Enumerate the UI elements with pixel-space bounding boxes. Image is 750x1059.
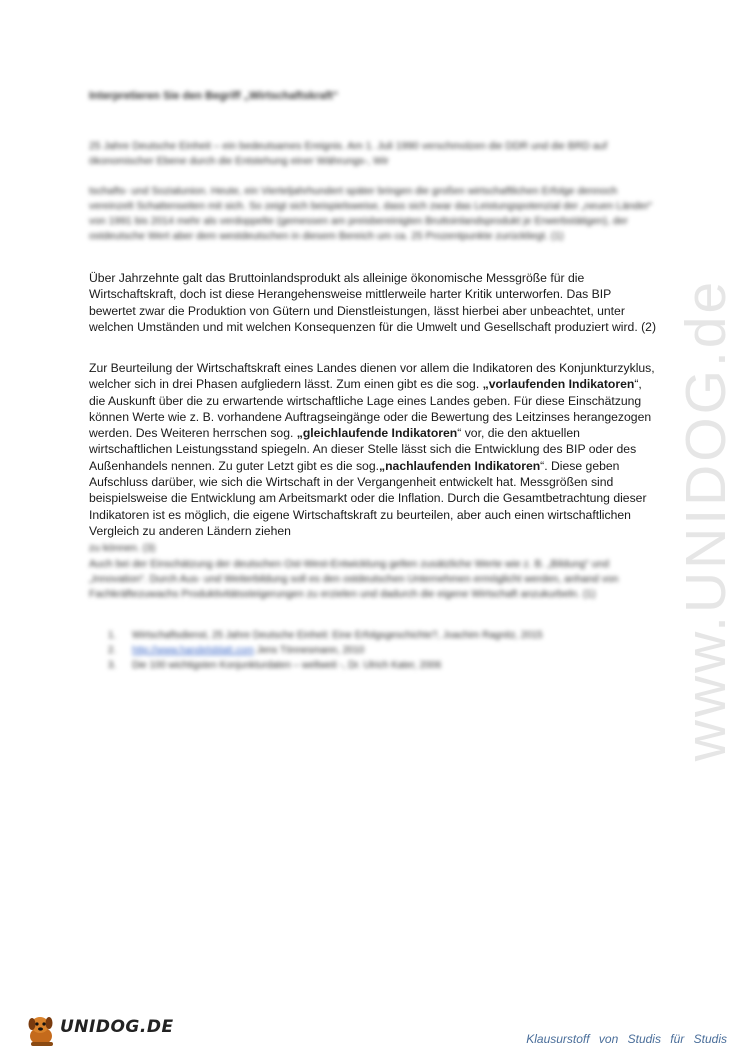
text-run: Zur Beurteilung der Wirtschaftskraft eines Landes dienen vor allem die Indikatoren des Konjunkturzyklus, welcher sich in drei Phasen aufgliedern lässt. Zum einen gibt es die sog.	[89, 361, 655, 392]
text-run: “. Diese geben Aufschluss darüber, wie sich die Wirtschaft in der Vergangenheit entwickelt hat. Messgrößen sind beispielsweise die Entwicklung am Arbeitsmarkt oder die Inflation. Durch die Gesamtbetrachtung dieser Indikatoren ist es möglich, die eigene Wirtschaftskraft zu beurteilen, aber auch einen wirtschaftlichen Vergleich zu anderen Ländern ziehen	[89, 458, 647, 538]
paragraph-indicators	[89, 360, 659, 558]
text-run: “, die Auskunft über die zu erwartende wirtschaftliche Lage eines Landes geben. Für diese Einschätzung können Werte wie z. B. vorhandene Auftragseingänge oder die Bewertung des Leitzinses herangezogen werden. Des Weiteren herrschen sog.	[89, 377, 652, 441]
paragraph-intro-b	[89, 184, 659, 244]
watermark-text: www.UNIDOG.de	[674, 278, 738, 762]
text-run: “ vor, die den aktuellen wirtschaftlichen Leistungsstand spiegeln. An dieser Stelle lässt sich die Entwicklung des BIP oder des Außenhandels nennen. Zu guter Letzt gibt es die sog.	[89, 426, 637, 473]
reference-item	[108, 643, 568, 658]
reference-item	[108, 658, 568, 673]
reference-text: Jens Tönnesmann, 2010	[253, 645, 365, 656]
dog-mascot-icon	[22, 1012, 60, 1048]
unidog-logo[interactable]	[22, 1012, 174, 1048]
reference-number: 1.	[108, 630, 117, 641]
paragraph-text: 25 Jahre Deutsche Einheit – ein bedeutsames Ereignis. Am 1. Juli 1990 verschmolzen die DDR und die BRD auf ökonomischer Ebene durch die Entstehung einer Währungs-, Wir	[89, 141, 608, 167]
bold-term-leading: „vorlaufenden Indikatoren	[482, 377, 635, 392]
footer-slogan: Klausurstoff von Studis für Studis	[526, 1032, 727, 1046]
reference-number: 2.	[108, 645, 117, 656]
reference-list	[108, 628, 568, 673]
reference-item	[108, 628, 568, 643]
reference-number: 3.	[108, 660, 117, 671]
text-run-blurred: zu können. (3)	[89, 543, 156, 555]
paragraph-intro-a	[89, 139, 659, 169]
logo-wordmark: UNIDOG.DE	[60, 1017, 174, 1037]
document-heading: Interpretieren Sie den Begriff „Wirtschaftskraft“	[89, 90, 339, 102]
reference-text: Wirtschaftsdienst, 25 Jahre Deutsche Einheit: Eine Erfolgsgeschichte?, Joachim Ragnitz, 2015	[132, 630, 543, 641]
paragraph-text: Auch bei der Einschätzung der deutschen Ost-West-Entwicklung gelten zusätzliche Werte wie z. B. „Bildung“ und „Innovation“. Durch Aus- und Weiterbildung soll es den ostdeutschen Unternehmen ermöglicht werden, anhand von Fachkräftezuwachs Produktivitätssteigerungen zu erzielen und dadurch die eigene Wirtschaft anzukurbeln. (1)	[89, 559, 619, 600]
paragraph-text	[89, 360, 659, 558]
reference-link[interactable]: http://www.handelsblatt.com	[132, 645, 254, 656]
paragraph-bip	[89, 270, 659, 335]
bold-term-lagging: „nachlaufenden Indikatoren	[379, 458, 541, 473]
reference-text: Die 100 wichtigsten Konjunkturdaten – weltweit -, Dr. Ulrich Kater, 2006	[132, 660, 442, 671]
paragraph-east-west	[89, 557, 659, 602]
paragraph-text: Über Jahrzehnte galt das Bruttoinlandsprodukt als alleinige ökonomische Messgröße für die Wirtschaftskraft, doch ist diese Herangehensweise mittlerweile harter Kritik unterworfen. Das BIP bewertet zwar die Produktion von Gütern und Dienstleistungen, lässt hierbei aber unbeachtet, unter welchen Umständen und mit welchen Konsequenzen für die Umwelt und Gesellschaft produziert wird. (2)	[89, 271, 657, 334]
paragraph-text: tschafts- und Sozialunion. Heute, ein Vierteljahrhundert später bringen die großen wirtschaftlichen Erfolge dennoch vereinzelt Schattenseiten mit sich. So zeigt sich beispielsweise, dass sich zwar das Leistungspotenzial der „neuen Länder“ von 1991 bis 2014 mehr als verdoppelte (gemessen am preisbereinigten Bruttoinlandsprodukt je Erwerbstätigen), der ostdeutsche Wert aber dem westdeutschen in diesem Bereich um ca. 25 Prozentpunkte zurückliegt. (1)	[89, 186, 653, 242]
bold-term-coincident: „gleichlaufende Indikatoren	[296, 426, 458, 441]
